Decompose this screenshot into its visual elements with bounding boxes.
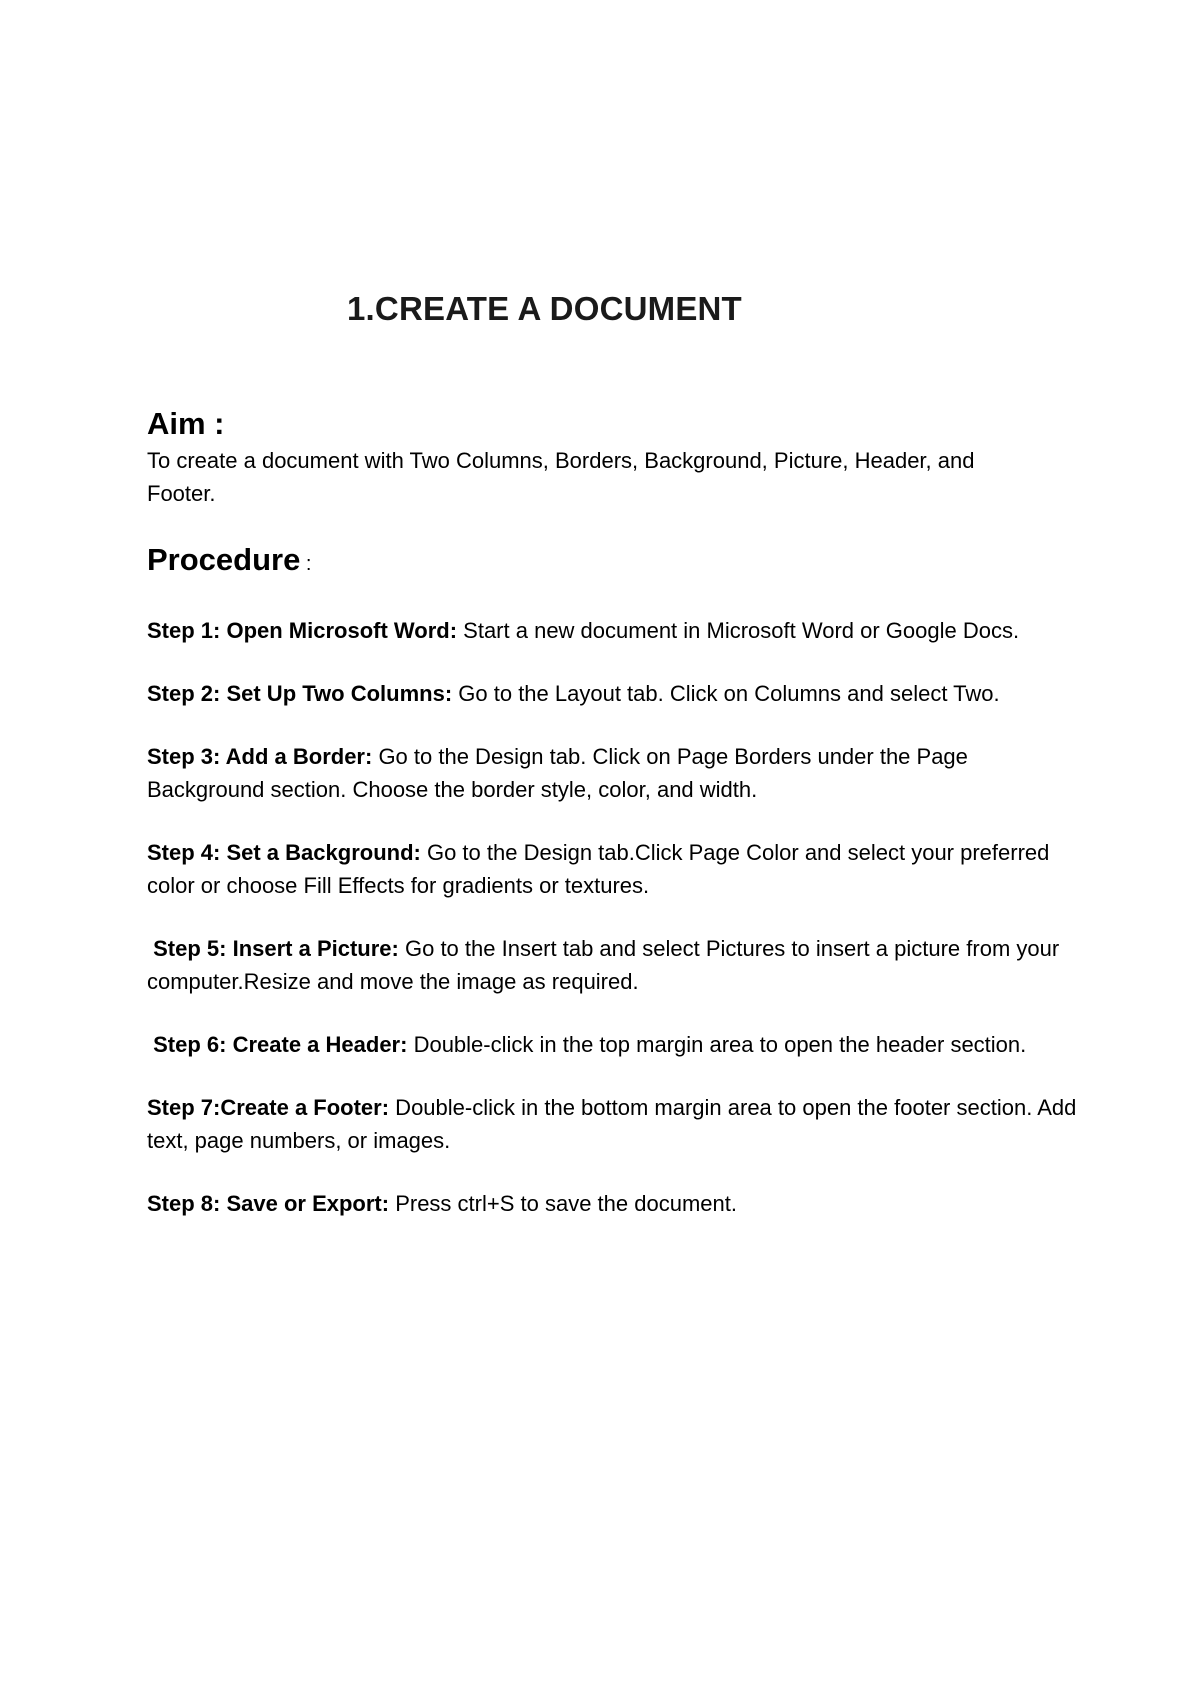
step-text: Go to the Layout tab. Click on Columns and select Two.: [452, 681, 1000, 706]
document-title: 1.CREATE A DOCUMENT: [347, 290, 742, 327]
step-label: Step 5: Insert a Picture:: [147, 936, 399, 961]
aim-section: [147, 404, 1077, 510]
procedure-heading: [147, 540, 1077, 584]
step-text: Double-click in the top margin area to open the header section.: [407, 1032, 1027, 1057]
step-7: [147, 1091, 1077, 1157]
step-6: [147, 1028, 1077, 1061]
step-3: [147, 740, 1077, 806]
step-text: Go to the Insert tab and select Pictures to insert a picture from your computer.Resize and move the image as required.: [147, 936, 1066, 994]
procedure-section: [147, 540, 1077, 1220]
step-label: Step 3: Add a Border:: [147, 744, 373, 769]
step-8: [147, 1187, 1077, 1220]
step-text: Double-click in the bottom margin area to open the footer section. Add text, page numbers, or images.: [147, 1095, 1077, 1153]
step-text: Start a new document in Microsoft Word or Google Docs.: [457, 618, 1020, 643]
step-label: Step 2: Set Up Two Columns:: [147, 681, 453, 706]
step-label: Step 1: Open Microsoft Word:: [147, 618, 458, 643]
step-text: Press ctrl+S to save the document.: [389, 1191, 737, 1216]
aim-text: To create a document with Two Columns, Borders, Background, Picture, Header, and Footer.: [147, 448, 975, 506]
step-text: Go to the Design tab. Click on Page Borders under the Page Background section. Choose the border style, color, and width.: [147, 744, 968, 802]
aim-heading: Aim :: [147, 406, 225, 441]
step-text: Go to the Design tab.Click Page Color and select your preferred color or choose Fill Effects for gradients or textures.: [147, 840, 1050, 898]
step-1: [147, 614, 1077, 647]
step-label: Step 4: Set a Background:: [147, 840, 421, 865]
procedure-heading-text: Procedure: [147, 542, 301, 577]
step-label: Step 8: Save or Export:: [147, 1191, 390, 1216]
step-4: [147, 836, 1077, 902]
step-2: [147, 677, 1077, 710]
steps-list: [147, 614, 1077, 1220]
procedure-heading-suffix: :: [300, 553, 312, 575]
step-label: Step 6: Create a Header:: [147, 1032, 408, 1057]
step-label: Step 7:Create a Footer:: [147, 1095, 390, 1120]
document-body: [147, 404, 1077, 1250]
step-5: [147, 932, 1077, 998]
